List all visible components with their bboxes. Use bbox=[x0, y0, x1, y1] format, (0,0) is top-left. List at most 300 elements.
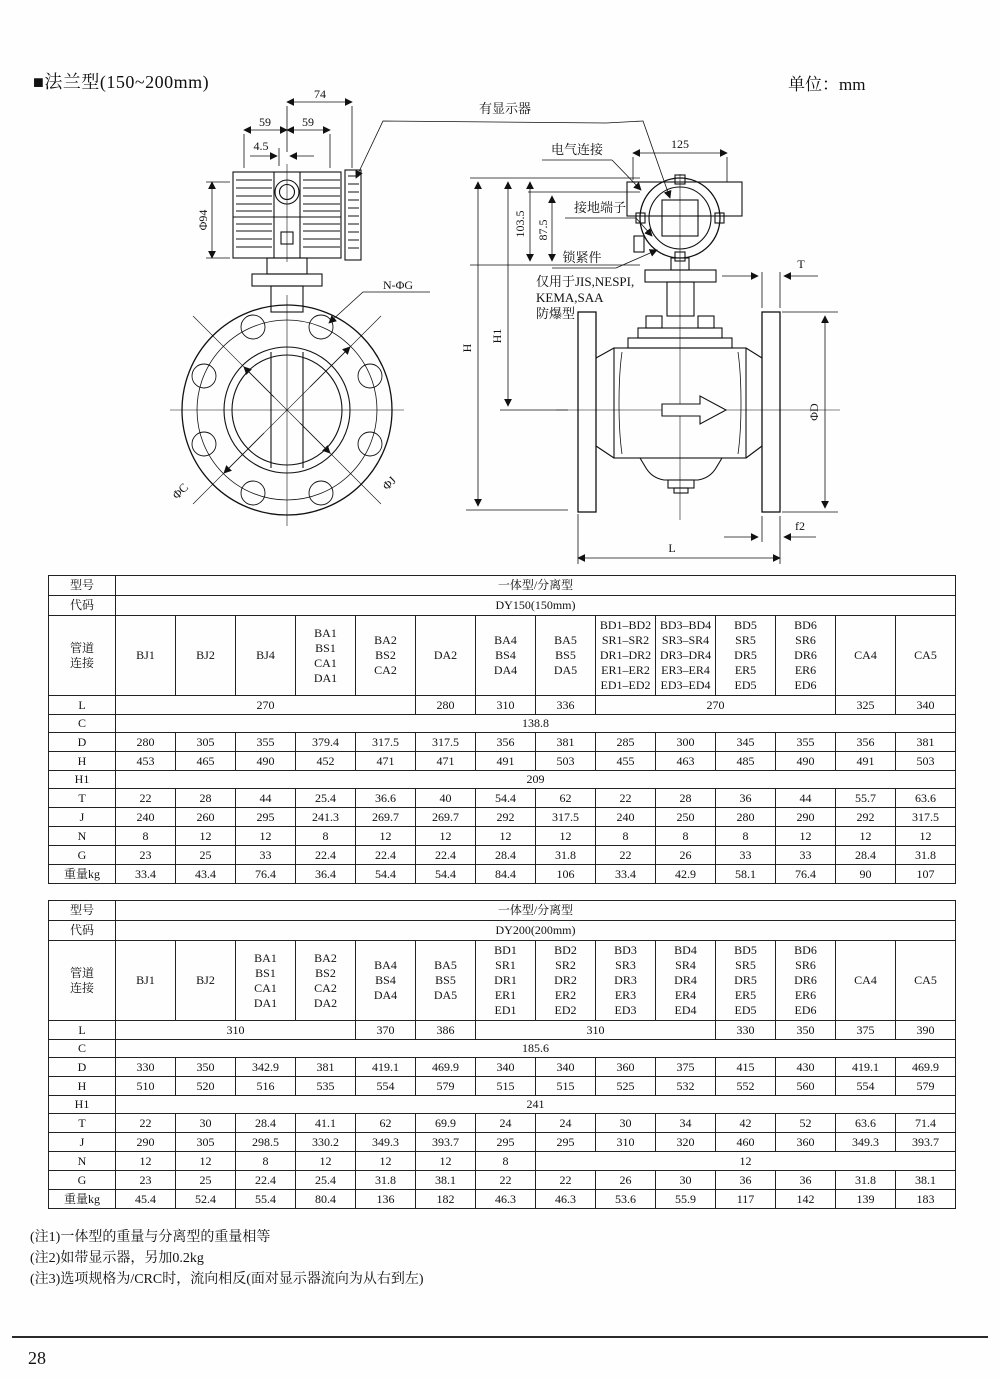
row-label-pipe-connection: 管道 连接 bbox=[49, 616, 116, 696]
dimension-value-cell: 355 bbox=[236, 733, 296, 752]
bolt-count-label: N-ΦG bbox=[382, 278, 414, 292]
dimension-value-cell: 516 bbox=[236, 1077, 296, 1096]
dimension-value-cell: 310 bbox=[116, 1021, 356, 1040]
dimension-value-cell: 30 bbox=[176, 1114, 236, 1133]
row-label: J bbox=[49, 808, 116, 827]
dimension-value-cell: 280 bbox=[116, 733, 176, 752]
dimension-value-cell: 31.8 bbox=[836, 1171, 896, 1190]
dimension-value-cell: 12 bbox=[416, 1152, 476, 1171]
dimension-value-cell: 22.4 bbox=[296, 846, 356, 865]
row-label: L bbox=[49, 696, 116, 715]
dimension-value-cell: 490 bbox=[236, 752, 296, 771]
dimension-value-cell: 317.5 bbox=[356, 733, 416, 752]
dimension-value-cell: 41.1 bbox=[296, 1114, 356, 1133]
dimension-value-cell: 43.4 bbox=[176, 865, 236, 884]
dimension-value-cell: 31.8 bbox=[896, 846, 956, 865]
dimension-value-cell: 69.9 bbox=[416, 1114, 476, 1133]
connection-codes-cell: CA4 bbox=[836, 616, 896, 696]
row-label-model: 型号 bbox=[49, 901, 116, 921]
dimension-value-cell: 356 bbox=[476, 733, 536, 752]
dimension-value-cell: 455 bbox=[596, 752, 656, 771]
dimension-value-cell: 292 bbox=[476, 808, 536, 827]
dimension-value-cell: 22 bbox=[596, 789, 656, 808]
dimension-value-cell: 469.9 bbox=[896, 1058, 956, 1077]
dimension-value-cell: 310 bbox=[476, 696, 536, 715]
dimension-value-cell: 471 bbox=[356, 752, 416, 771]
footer-rule bbox=[12, 1336, 988, 1338]
dimension-value-cell: 355 bbox=[776, 733, 836, 752]
dimension-value-cell: 36.6 bbox=[356, 789, 416, 808]
dimension-value-cell: 525 bbox=[596, 1077, 656, 1096]
connection-codes-cell: BA4 BS4 DA4 bbox=[476, 616, 536, 696]
dimension-value-cell: 269.7 bbox=[356, 808, 416, 827]
connection-codes-cell: BD3 SR3 DR3 ER3 ED3 bbox=[596, 941, 656, 1021]
dimension-value-cell: 117 bbox=[716, 1190, 776, 1209]
dimension-value-cell: 305 bbox=[176, 1133, 236, 1152]
dimension-value-cell: 71.4 bbox=[896, 1114, 956, 1133]
dimension-value-cell: 325 bbox=[836, 696, 896, 715]
row-label-code: 代码 bbox=[49, 921, 116, 941]
dimension-value-cell: 28.4 bbox=[836, 846, 896, 865]
dimension-value-cell: 317.5 bbox=[416, 733, 476, 752]
connection-codes-cell: BA4 BS4 DA4 bbox=[356, 941, 416, 1021]
dimension-value-cell: 106 bbox=[536, 865, 596, 884]
dimension-value-cell: 28 bbox=[176, 789, 236, 808]
dimension-value-cell: 42.9 bbox=[656, 865, 716, 884]
dimension-value-cell: 22.4 bbox=[416, 846, 476, 865]
dim-label-l: L bbox=[668, 541, 676, 555]
dimension-value-cell: 350 bbox=[776, 1021, 836, 1040]
connection-codes-cell: BD6 SR6 DR6 ER6 ED6 bbox=[776, 616, 836, 696]
row-label: J bbox=[49, 1133, 116, 1152]
dimension-value-cell: 46.3 bbox=[536, 1190, 596, 1209]
row-label: H bbox=[49, 1077, 116, 1096]
dimension-value-cell: 23 bbox=[116, 846, 176, 865]
dim-label-t: T bbox=[797, 257, 805, 271]
dimension-value-cell: 419.1 bbox=[356, 1058, 416, 1077]
connection-codes-cell: BD1 SR1 DR1 ER1 ED1 bbox=[476, 941, 536, 1021]
dimension-value-cell: 25 bbox=[176, 1171, 236, 1190]
dimension-value-cell: 24 bbox=[476, 1114, 536, 1133]
dimension-value-cell: 30 bbox=[656, 1171, 716, 1190]
dimension-table-dy150-container bbox=[48, 575, 956, 884]
dimension-value-cell: 139 bbox=[836, 1190, 896, 1209]
dimension-value-cell: 12 bbox=[476, 827, 536, 846]
connection-codes-cell: CA5 bbox=[896, 941, 956, 1021]
dimension-value-cell: 63.6 bbox=[836, 1114, 896, 1133]
dimension-value-cell: 290 bbox=[776, 808, 836, 827]
dimension-value-cell: 12 bbox=[416, 827, 476, 846]
dimension-value-cell: 515 bbox=[536, 1077, 596, 1096]
dimension-value-cell: 465 bbox=[176, 752, 236, 771]
dimension-value-cell: 46.3 bbox=[476, 1190, 536, 1209]
dimension-value-cell: 560 bbox=[776, 1077, 836, 1096]
dimension-value-cell: 31.8 bbox=[536, 846, 596, 865]
dimension-value-cell: 360 bbox=[596, 1058, 656, 1077]
row-label: N bbox=[49, 827, 116, 846]
dimension-value-cell: 349.3 bbox=[836, 1133, 896, 1152]
dimension-value-cell: 393.7 bbox=[896, 1133, 956, 1152]
dimension-value-cell: 386 bbox=[416, 1021, 476, 1040]
dim-label-87-5: 87.5 bbox=[536, 219, 550, 241]
dimension-value-cell: 290 bbox=[116, 1133, 176, 1152]
dimension-value-cell: 138.8 bbox=[116, 715, 956, 733]
dimension-value-cell: 375 bbox=[656, 1058, 716, 1077]
dimension-value-cell: 340 bbox=[476, 1058, 536, 1077]
connection-codes-cell: BJ4 bbox=[236, 616, 296, 696]
dimension-value-cell: 26 bbox=[596, 1171, 656, 1190]
dimension-value-cell: 370 bbox=[356, 1021, 416, 1040]
dimension-value-cell: 62 bbox=[536, 789, 596, 808]
page-title: ■法兰型(150~200mm) bbox=[33, 72, 210, 92]
dimension-value-cell: 44 bbox=[236, 789, 296, 808]
connection-codes-cell: CA4 bbox=[836, 941, 896, 1021]
dimension-value-cell: 8 bbox=[656, 827, 716, 846]
dimension-value-cell: 24 bbox=[536, 1114, 596, 1133]
dimension-value-cell: 34 bbox=[656, 1114, 716, 1133]
row-label: N bbox=[49, 1152, 116, 1171]
dimension-value-cell: 535 bbox=[296, 1077, 356, 1096]
dimension-value-cell: 38.1 bbox=[416, 1171, 476, 1190]
dimension-value-cell: 241 bbox=[116, 1096, 956, 1114]
dimension-value-cell: 55.4 bbox=[236, 1190, 296, 1209]
dimension-value-cell: 33 bbox=[776, 846, 836, 865]
row-label: 重量kg bbox=[49, 865, 116, 884]
row-label-code: 代码 bbox=[49, 596, 116, 616]
dim-label-dia94: Φ94 bbox=[196, 209, 210, 231]
dimension-value-cell: 12 bbox=[896, 827, 956, 846]
row-label: G bbox=[49, 846, 116, 865]
dimension-value-cell: 292 bbox=[836, 808, 896, 827]
row-label: T bbox=[49, 789, 116, 808]
dimension-value-cell: 22.4 bbox=[236, 1171, 296, 1190]
dimension-value-cell: 76.4 bbox=[776, 865, 836, 884]
side-view bbox=[356, 121, 840, 564]
dimension-value-cell: 76.4 bbox=[236, 865, 296, 884]
dimension-value-cell: 12 bbox=[356, 827, 416, 846]
footnote-2: (注2)如带显示器，另加0.2kg bbox=[30, 1251, 204, 1266]
dimension-value-cell: 345 bbox=[716, 733, 776, 752]
dimension-value-cell: 375 bbox=[836, 1021, 896, 1040]
dimension-value-cell: 579 bbox=[896, 1077, 956, 1096]
row-label: D bbox=[49, 1058, 116, 1077]
dimension-value-cell: 415 bbox=[716, 1058, 776, 1077]
connection-codes-cell: BJ2 bbox=[176, 941, 236, 1021]
dimension-value-cell: 452 bbox=[296, 752, 356, 771]
dimension-table bbox=[48, 900, 956, 1209]
dimension-value-cell: 12 bbox=[116, 1152, 176, 1171]
dimension-value-cell: 25.4 bbox=[296, 789, 356, 808]
dimension-value-cell: 305 bbox=[176, 733, 236, 752]
electrical-connection-label: 电气连接 bbox=[550, 142, 604, 157]
dimension-value-cell: 310 bbox=[596, 1133, 656, 1152]
dimension-value-cell: 28.4 bbox=[236, 1114, 296, 1133]
dimension-value-cell: 40 bbox=[416, 789, 476, 808]
row-label: C bbox=[49, 715, 116, 733]
dimension-value-cell: 142 bbox=[776, 1190, 836, 1209]
dimension-value-cell: 12 bbox=[296, 1152, 356, 1171]
dimension-value-cell: 8 bbox=[236, 1152, 296, 1171]
dimension-value-cell: 8 bbox=[116, 827, 176, 846]
dimension-table bbox=[48, 575, 956, 884]
connection-codes-cell: BA5 BS5 DA5 bbox=[536, 616, 596, 696]
dimension-value-cell: 63.6 bbox=[896, 789, 956, 808]
row-label-pipe-connection: 管道 连接 bbox=[49, 941, 116, 1021]
dimension-value-cell: 491 bbox=[836, 752, 896, 771]
footnote-3: (注3)选项规格为/CRC时，流向相反(面对显示器流向为从右到左) bbox=[30, 1272, 424, 1287]
connection-codes-cell: BD6 SR6 DR6 ER6 ED6 bbox=[776, 941, 836, 1021]
dimension-value-cell: 182 bbox=[416, 1190, 476, 1209]
row-label-model: 型号 bbox=[49, 576, 116, 596]
dimension-value-cell: 25.4 bbox=[296, 1171, 356, 1190]
dimension-value-cell: 12 bbox=[236, 827, 296, 846]
row-label: T bbox=[49, 1114, 116, 1133]
dimension-value-cell: 54.4 bbox=[476, 789, 536, 808]
dimension-value-cell: 579 bbox=[416, 1077, 476, 1096]
dimension-value-cell: 485 bbox=[716, 752, 776, 771]
dim-label-dia-c: ΦC bbox=[169, 480, 192, 503]
dimension-value-cell: 185.6 bbox=[116, 1040, 956, 1058]
dimension-value-cell: 12 bbox=[836, 827, 896, 846]
connection-codes-cell: BA2 BS2 CA2 bbox=[356, 616, 416, 696]
dim-label-103-5: 103.5 bbox=[513, 210, 527, 238]
dimension-value-cell: 360 bbox=[776, 1133, 836, 1152]
dim-label-h1: H1 bbox=[490, 328, 504, 344]
dimension-value-cell: 12 bbox=[176, 1152, 236, 1171]
dimension-value-cell: 36.4 bbox=[296, 865, 356, 884]
dimension-value-cell: 515 bbox=[476, 1077, 536, 1096]
dimension-value-cell: 520 bbox=[176, 1077, 236, 1096]
dimension-value-cell: 8 bbox=[596, 827, 656, 846]
dimension-value-cell: 554 bbox=[356, 1077, 416, 1096]
dimension-value-cell: 390 bbox=[896, 1021, 956, 1040]
dimension-value-cell: 503 bbox=[536, 752, 596, 771]
footnote-1: (注1)一体型的重量与分离型的重量相等 bbox=[30, 1230, 271, 1245]
dimension-value-cell: 36 bbox=[716, 789, 776, 808]
dimension-value-cell: 52.4 bbox=[176, 1190, 236, 1209]
dimension-value-cell: 30 bbox=[596, 1114, 656, 1133]
lock-note-line1: 仅用于JIS,NESPI, bbox=[536, 274, 635, 289]
dimension-value-cell: 270 bbox=[116, 696, 416, 715]
dimension-value-cell: 12 bbox=[536, 1152, 956, 1171]
dimension-value-cell: 55.9 bbox=[656, 1190, 716, 1209]
dimension-value-cell: 270 bbox=[596, 696, 836, 715]
dimension-value-cell: 54.4 bbox=[416, 865, 476, 884]
dimension-value-cell: 381 bbox=[296, 1058, 356, 1077]
dimension-value-cell: 22.4 bbox=[356, 846, 416, 865]
footnotes bbox=[30, 1227, 424, 1290]
dim-label-dia-d: ΦD bbox=[807, 403, 821, 421]
dimension-value-cell: 12 bbox=[536, 827, 596, 846]
dimension-value-cell: 31.8 bbox=[356, 1171, 416, 1190]
display-note-label: 有显示器 bbox=[478, 101, 532, 116]
dimension-value-cell: 463 bbox=[656, 752, 716, 771]
row-label: L bbox=[49, 1021, 116, 1040]
dimension-value-cell: 349.3 bbox=[356, 1133, 416, 1152]
dimension-value-cell: 107 bbox=[896, 865, 956, 884]
dimension-value-cell: 36 bbox=[716, 1171, 776, 1190]
dimension-value-cell: 295 bbox=[476, 1133, 536, 1152]
dimension-value-cell: 22 bbox=[116, 789, 176, 808]
dimension-value-cell: 379.4 bbox=[296, 733, 356, 752]
dimension-value-cell: 44 bbox=[776, 789, 836, 808]
dimension-value-cell: 55.7 bbox=[836, 789, 896, 808]
dimension-value-cell: 491 bbox=[476, 752, 536, 771]
dimension-value-cell: 320 bbox=[656, 1133, 716, 1152]
dimension-value-cell: 510 bbox=[116, 1077, 176, 1096]
dimension-value-cell: 453 bbox=[116, 752, 176, 771]
dimension-value-cell: 22 bbox=[596, 846, 656, 865]
dimension-value-cell: 28.4 bbox=[476, 846, 536, 865]
dimension-value-cell: 33.4 bbox=[116, 865, 176, 884]
dimension-value-cell: 240 bbox=[596, 808, 656, 827]
dimension-value-cell: 471 bbox=[416, 752, 476, 771]
dimension-value-cell: 295 bbox=[236, 808, 296, 827]
dimension-value-cell: 241.3 bbox=[296, 808, 356, 827]
dimension-value-cell: 469.9 bbox=[416, 1058, 476, 1077]
dimension-value-cell: 460 bbox=[716, 1133, 776, 1152]
dimension-value-cell: 23 bbox=[116, 1171, 176, 1190]
unit-label: 单位：mm bbox=[788, 75, 866, 94]
dimension-value-cell: 33 bbox=[716, 846, 776, 865]
dimension-value-cell: 300 bbox=[656, 733, 716, 752]
dimension-value-cell: 33.4 bbox=[596, 865, 656, 884]
connection-codes-cell: BJ1 bbox=[116, 616, 176, 696]
model-type-value: 一体型/分离型 bbox=[116, 576, 956, 596]
dimension-value-cell: 336 bbox=[536, 696, 596, 715]
dimension-value-cell: 80.4 bbox=[296, 1190, 356, 1209]
row-label: H1 bbox=[49, 1096, 116, 1114]
dim-label-dia-j: ΦJ bbox=[379, 473, 399, 493]
dimension-value-cell: 22 bbox=[476, 1171, 536, 1190]
dim-label-h: H bbox=[460, 343, 474, 353]
technical-drawing bbox=[0, 90, 1000, 572]
dimension-value-cell: 342.9 bbox=[236, 1058, 296, 1077]
connection-codes-cell: BD3–BD4 SR3–SR4 DR3–DR4 ER3–ER4 ED3–ED4 bbox=[656, 616, 716, 696]
connection-codes-cell: BJ1 bbox=[116, 941, 176, 1021]
dim-label-74: 74 bbox=[314, 90, 326, 101]
dimension-value-cell: 269.7 bbox=[416, 808, 476, 827]
dimension-value-cell: 330 bbox=[716, 1021, 776, 1040]
lock-note-line2: KEMA,SAA bbox=[536, 290, 604, 305]
dimension-value-cell: 317.5 bbox=[896, 808, 956, 827]
connection-codes-cell: BD5 SR5 DR5 ER5 ED5 bbox=[716, 941, 776, 1021]
row-label: H bbox=[49, 752, 116, 771]
dimension-value-cell: 54.4 bbox=[356, 865, 416, 884]
code-value: DY200(200mm) bbox=[116, 921, 956, 941]
dimension-value-cell: 26 bbox=[656, 846, 716, 865]
dimension-value-cell: 12 bbox=[776, 827, 836, 846]
dimension-value-cell: 381 bbox=[536, 733, 596, 752]
connection-codes-cell: BD2 SR2 DR2 ER2 ED2 bbox=[536, 941, 596, 1021]
row-label: 重量kg bbox=[49, 1190, 116, 1209]
dimension-value-cell: 8 bbox=[476, 1152, 536, 1171]
dimension-value-cell: 330 bbox=[116, 1058, 176, 1077]
dimension-value-cell: 28 bbox=[656, 789, 716, 808]
dimension-value-cell: 340 bbox=[896, 696, 956, 715]
code-value: DY150(150mm) bbox=[116, 596, 956, 616]
row-label: H1 bbox=[49, 771, 116, 789]
dimension-value-cell: 317.5 bbox=[536, 808, 596, 827]
dimension-value-cell: 503 bbox=[896, 752, 956, 771]
lock-note-line3: 防爆型 bbox=[536, 306, 576, 321]
connection-codes-cell: BA5 BS5 DA5 bbox=[416, 941, 476, 1021]
connection-codes-cell: DA2 bbox=[416, 616, 476, 696]
dimension-value-cell: 298.5 bbox=[236, 1133, 296, 1152]
dimension-value-cell: 295 bbox=[536, 1133, 596, 1152]
dimension-value-cell: 25 bbox=[176, 846, 236, 865]
dimension-value-cell: 393.7 bbox=[416, 1133, 476, 1152]
dim-label-f2: f2 bbox=[795, 519, 805, 533]
connection-codes-cell: BA1 BS1 CA1 DA1 bbox=[296, 616, 356, 696]
connection-codes-cell: BD4 SR4 DR4 ER4 ED4 bbox=[656, 941, 716, 1021]
dimension-value-cell: 136 bbox=[356, 1190, 416, 1209]
dimension-value-cell: 53.6 bbox=[596, 1190, 656, 1209]
row-label: D bbox=[49, 733, 116, 752]
dimension-value-cell: 532 bbox=[656, 1077, 716, 1096]
dimension-value-cell: 42 bbox=[716, 1114, 776, 1133]
dimension-value-cell: 285 bbox=[596, 733, 656, 752]
connection-codes-cell: BA2 BS2 CA2 DA2 bbox=[296, 941, 356, 1021]
dimension-value-cell: 90 bbox=[836, 865, 896, 884]
ground-terminal-label: 接地端子 bbox=[573, 200, 627, 215]
dimension-value-cell: 490 bbox=[776, 752, 836, 771]
dimension-value-cell: 356 bbox=[836, 733, 896, 752]
connection-codes-cell: CA5 bbox=[896, 616, 956, 696]
connection-codes-cell: BD1–BD2 SR1–SR2 DR1–DR2 ER1–ER2 ED1–ED2 bbox=[596, 616, 656, 696]
dimension-value-cell: 8 bbox=[296, 827, 356, 846]
dimension-table-dy200-container bbox=[48, 900, 956, 1209]
dimension-value-cell: 554 bbox=[836, 1077, 896, 1096]
dimension-value-cell: 8 bbox=[716, 827, 776, 846]
dimension-value-cell: 22 bbox=[116, 1114, 176, 1133]
front-view bbox=[170, 102, 430, 526]
dimension-value-cell: 240 bbox=[116, 808, 176, 827]
dimension-value-cell: 330.2 bbox=[296, 1133, 356, 1152]
dimension-value-cell: 84.4 bbox=[476, 865, 536, 884]
dimension-value-cell: 36 bbox=[776, 1171, 836, 1190]
dim-label-59-left: 59 bbox=[259, 115, 271, 129]
dimension-value-cell: 38.1 bbox=[896, 1171, 956, 1190]
dim-label-59-right: 59 bbox=[302, 115, 314, 129]
dimension-value-cell: 350 bbox=[176, 1058, 236, 1077]
page-number: 28 bbox=[28, 1348, 46, 1368]
connection-codes-cell: BJ2 bbox=[176, 616, 236, 696]
dimension-value-cell: 552 bbox=[716, 1077, 776, 1096]
dim-label-4-5: 4.5 bbox=[253, 139, 269, 153]
dimension-value-cell: 280 bbox=[416, 696, 476, 715]
dimension-value-cell: 430 bbox=[776, 1058, 836, 1077]
dimension-value-cell: 209 bbox=[116, 771, 956, 789]
row-label: C bbox=[49, 1040, 116, 1058]
dimension-value-cell: 419.1 bbox=[836, 1058, 896, 1077]
dimension-value-cell: 280 bbox=[716, 808, 776, 827]
dimension-value-cell: 22 bbox=[536, 1171, 596, 1190]
dimension-value-cell: 52 bbox=[776, 1114, 836, 1133]
lock-part-label: 锁紧件 bbox=[562, 250, 602, 265]
dimension-value-cell: 260 bbox=[176, 808, 236, 827]
dimension-value-cell: 33 bbox=[236, 846, 296, 865]
model-type-value: 一体型/分离型 bbox=[116, 901, 956, 921]
dimension-value-cell: 45.4 bbox=[116, 1190, 176, 1209]
dimension-value-cell: 12 bbox=[176, 827, 236, 846]
dimension-value-cell: 183 bbox=[896, 1190, 956, 1209]
dimension-value-cell: 381 bbox=[896, 733, 956, 752]
connection-codes-cell: BA1 BS1 CA1 DA1 bbox=[236, 941, 296, 1021]
dimension-value-cell: 62 bbox=[356, 1114, 416, 1133]
dimension-value-cell: 340 bbox=[536, 1058, 596, 1077]
connection-codes-cell: BD5 SR5 DR5 ER5 ED5 bbox=[716, 616, 776, 696]
